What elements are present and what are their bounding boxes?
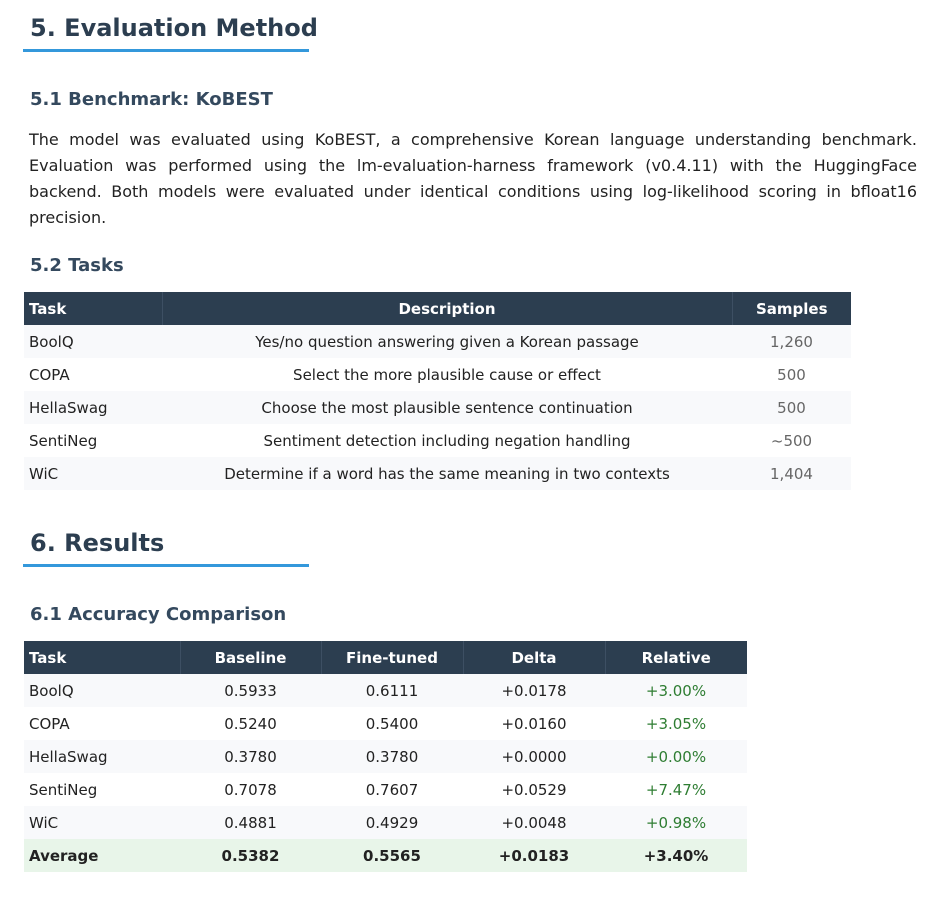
- description-cell: Choose the most plausible sentence continuation: [162, 391, 732, 424]
- table-row: [24, 391, 851, 424]
- samples-cell: 500: [732, 391, 851, 424]
- samples-cell: 1,260: [732, 325, 851, 358]
- task-cell: HellaSwag: [24, 391, 162, 424]
- task-cell: WiC: [24, 457, 162, 490]
- table-row: [24, 457, 851, 490]
- delta-cell: +0.0000: [463, 740, 605, 773]
- delta-cell: +0.0178: [463, 674, 605, 707]
- description-cell: Determine if a word has the same meaning in two contexts: [162, 457, 732, 490]
- evaluation-paragraph: The model was evaluated using KoBEST, a comprehensive Korean language understanding benchmark. Evaluation was performed using the lm-evaluation-harness framework (v0.4.11) with the HuggingFace backend. Both models were evaluated under identical conditions using log-likelihood scoring in bfloat16 precision.: [29, 130, 917, 227]
- col-header-task: Task: [24, 641, 180, 674]
- baseline-cell: 0.5240: [180, 707, 321, 740]
- section-6-1-title: 6.1 Accuracy Comparison: [30, 604, 287, 625]
- results-table-header: [24, 641, 747, 674]
- baseline-cell: 0.5382: [180, 839, 321, 872]
- relative-cell: +7.47%: [605, 773, 747, 806]
- baseline-cell: 0.7078: [180, 773, 321, 806]
- task-cell: BoolQ: [24, 325, 162, 358]
- task-cell: HellaSwag: [24, 740, 180, 773]
- results-table: [24, 641, 747, 872]
- relative-cell: +3.05%: [605, 707, 747, 740]
- finetuned-cell: 0.5565: [321, 839, 463, 872]
- table-row: [24, 424, 851, 457]
- finetuned-cell: 0.6111: [321, 674, 463, 707]
- section-5-title-underline: [23, 49, 309, 52]
- tasks-table: [24, 292, 851, 490]
- col-header-samples: Samples: [732, 292, 851, 325]
- baseline-cell: 0.5933: [180, 674, 321, 707]
- baseline-cell: 0.4881: [180, 806, 321, 839]
- description-cell: Sentiment detection including negation handling: [162, 424, 732, 457]
- task-cell: WiC: [24, 806, 180, 839]
- delta-cell: +0.0160: [463, 707, 605, 740]
- delta-cell: +0.0529: [463, 773, 605, 806]
- tasks-table-header: [24, 292, 851, 325]
- baseline-cell: 0.3780: [180, 740, 321, 773]
- task-cell: SentiNeg: [24, 424, 162, 457]
- finetuned-cell: 0.4929: [321, 806, 463, 839]
- col-header-baseline: Baseline: [180, 641, 321, 674]
- table-row: [24, 773, 747, 806]
- table-row: [24, 806, 747, 839]
- relative-cell: +0.00%: [605, 740, 747, 773]
- section-5-2-title: 5.2 Tasks: [30, 255, 124, 276]
- delta-cell: +0.0183: [463, 839, 605, 872]
- task-cell: COPA: [24, 707, 180, 740]
- table-row: [24, 674, 747, 707]
- description-cell: Yes/no question answering given a Korean passage: [162, 325, 732, 358]
- table-row: [24, 325, 851, 358]
- table-row: [24, 740, 747, 773]
- table-row: [24, 707, 747, 740]
- task-cell: COPA: [24, 358, 162, 391]
- task-cell: BoolQ: [24, 674, 180, 707]
- samples-cell: ~500: [732, 424, 851, 457]
- average-row: [24, 839, 747, 872]
- task-cell: SentiNeg: [24, 773, 180, 806]
- description-cell: Select the more plausible cause or effect: [162, 358, 732, 391]
- relative-cell: +3.00%: [605, 674, 747, 707]
- task-cell: Average: [24, 839, 180, 872]
- delta-cell: +0.0048: [463, 806, 605, 839]
- relative-cell: +0.98%: [605, 806, 747, 839]
- section-5-title: 5. Evaluation Method: [30, 14, 318, 42]
- col-header-description: Description: [162, 292, 732, 325]
- section-6-title: 6. Results: [30, 529, 165, 557]
- col-header-finetuned: Fine-tuned: [321, 641, 463, 674]
- section-5-1-title: 5.1 Benchmark: KoBEST: [30, 89, 273, 110]
- finetuned-cell: 0.3780: [321, 740, 463, 773]
- relative-cell: +3.40%: [605, 839, 747, 872]
- samples-cell: 500: [732, 358, 851, 391]
- finetuned-cell: 0.5400: [321, 707, 463, 740]
- table-row: [24, 358, 851, 391]
- col-header-delta: Delta: [463, 641, 605, 674]
- col-header-task: Task: [24, 292, 162, 325]
- finetuned-cell: 0.7607: [321, 773, 463, 806]
- samples-cell: 1,404: [732, 457, 851, 490]
- section-6-title-underline: [23, 564, 309, 567]
- col-header-relative: Relative: [605, 641, 747, 674]
